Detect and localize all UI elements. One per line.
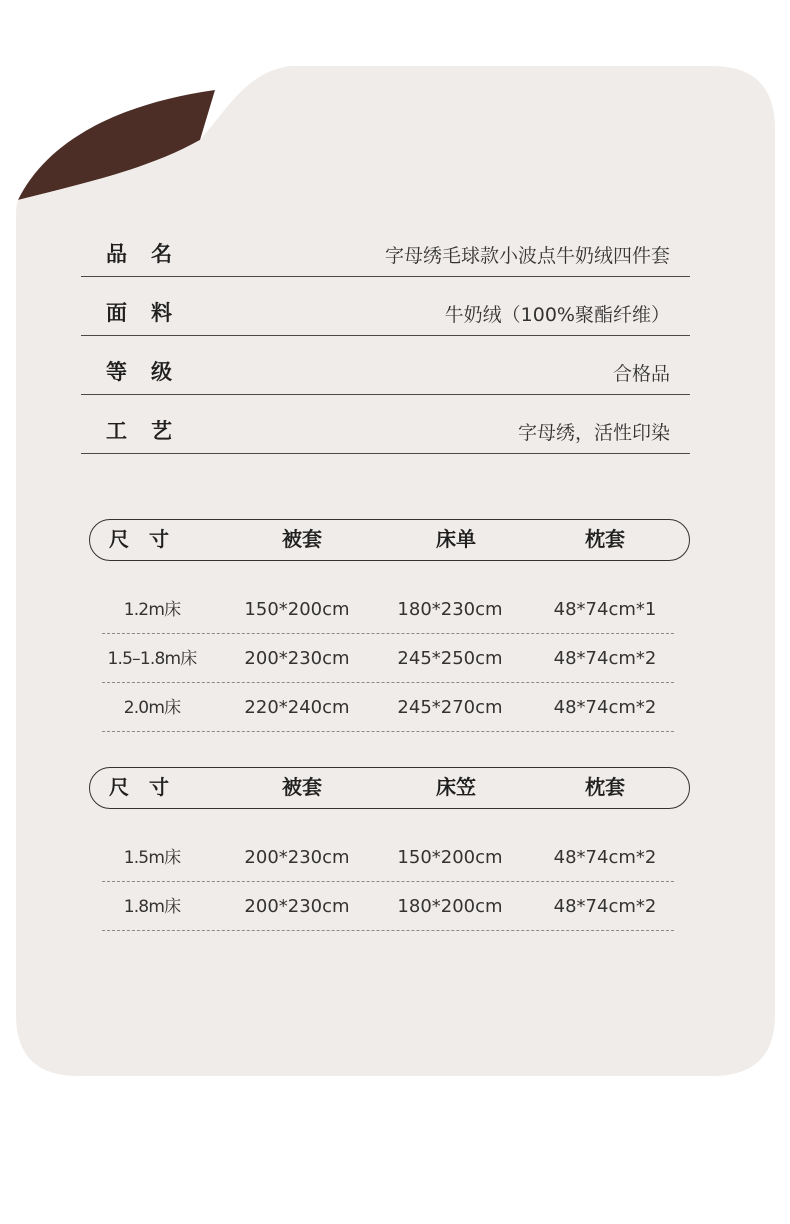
table-cell: 220*240cm bbox=[244, 697, 350, 718]
table-cell: 1.5–1.8m床 bbox=[107, 649, 197, 669]
header-cell: 被套 bbox=[282, 775, 322, 799]
table-row bbox=[102, 882, 674, 931]
info-row-fabric bbox=[81, 277, 690, 336]
table-cell: 200*230cm bbox=[244, 847, 350, 868]
table-cell: 1.5m床 bbox=[123, 848, 181, 868]
info-label: 工艺 bbox=[106, 419, 196, 443]
size-table-header bbox=[89, 767, 690, 809]
info-label: 等级 bbox=[106, 360, 196, 384]
size-table-header bbox=[89, 519, 690, 561]
table-row bbox=[102, 585, 674, 634]
table-cell: 245*250cm bbox=[397, 648, 503, 669]
header-cell: 被套 bbox=[282, 527, 322, 551]
header-cell: 床单 bbox=[436, 527, 476, 551]
header-cell: 床笠 bbox=[436, 775, 476, 799]
table-cell: 48*74cm*2 bbox=[553, 847, 657, 868]
info-label: 品名 bbox=[106, 242, 196, 266]
table-cell: 1.8m床 bbox=[123, 897, 181, 917]
size-table-body bbox=[102, 833, 674, 931]
table-cell: 48*74cm*2 bbox=[553, 896, 657, 917]
product-info-table bbox=[81, 226, 690, 454]
table-row bbox=[102, 634, 674, 683]
table-cell: 150*200cm bbox=[244, 599, 350, 620]
info-value: 牛奶绒（100%聚酯纤维） bbox=[444, 304, 670, 326]
table-cell: 180*200cm bbox=[397, 896, 503, 917]
info-row-craft bbox=[81, 395, 690, 454]
header-cell: 尺寸 bbox=[109, 527, 189, 551]
table-cell: 1.2m床 bbox=[123, 600, 181, 620]
header-cell: 尺寸 bbox=[109, 775, 189, 799]
header-cell: 枕套 bbox=[585, 527, 625, 551]
table-cell: 48*74cm*2 bbox=[553, 697, 657, 718]
size-table-body bbox=[102, 585, 674, 732]
info-value: 合格品 bbox=[612, 363, 670, 385]
table-row bbox=[102, 683, 674, 732]
header-cell: 枕套 bbox=[585, 775, 625, 799]
table-cell: 180*230cm bbox=[397, 599, 503, 620]
info-value: 字母绣，活性印染 bbox=[517, 422, 670, 444]
size-table-sheet bbox=[89, 519, 690, 732]
info-value: 字母绣毛球款小波点牛奶绒四件套 bbox=[384, 245, 670, 267]
info-label: 面料 bbox=[106, 301, 196, 325]
table-cell: 200*230cm bbox=[244, 648, 350, 669]
table-cell: 200*230cm bbox=[244, 896, 350, 917]
info-row-grade bbox=[81, 336, 690, 395]
table-cell: 2.0m床 bbox=[123, 698, 181, 718]
table-cell: 150*200cm bbox=[397, 847, 503, 868]
table-cell: 48*74cm*1 bbox=[553, 599, 657, 620]
table-row bbox=[102, 833, 674, 882]
info-row-name bbox=[81, 226, 690, 277]
table-cell: 48*74cm*2 bbox=[553, 648, 657, 669]
table-cell: 245*270cm bbox=[397, 697, 503, 718]
size-table-fitted-sheet bbox=[89, 767, 690, 931]
